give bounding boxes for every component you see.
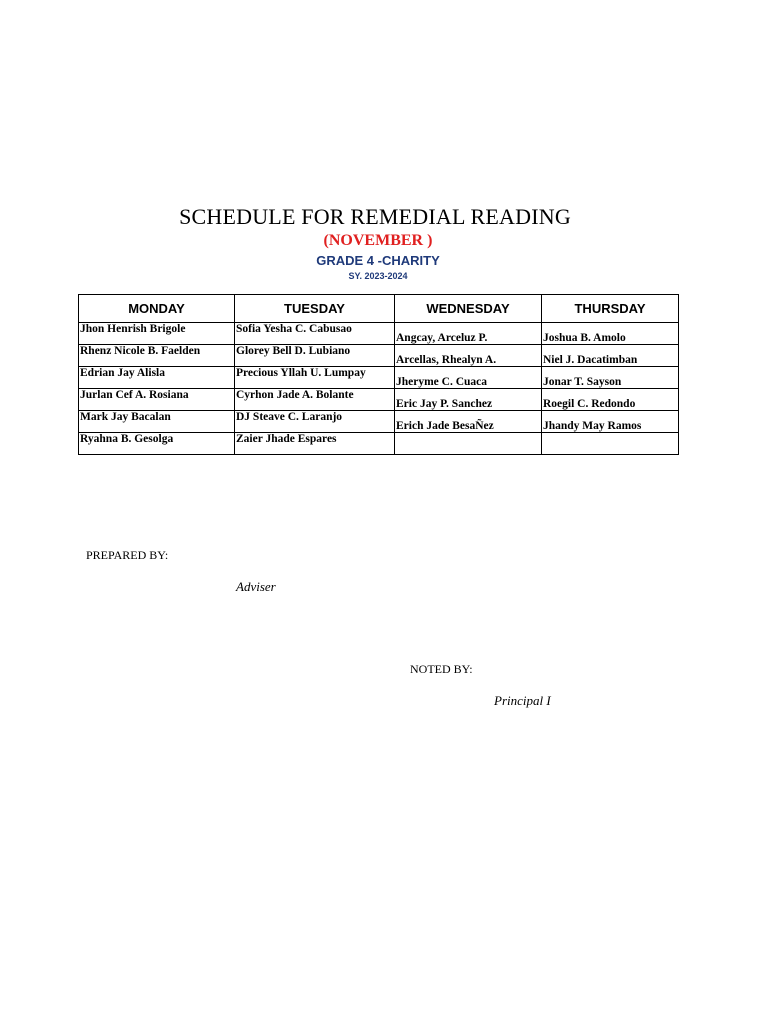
table-cell: Zaier Jhade Espares <box>235 433 395 455</box>
table-row <box>79 433 679 455</box>
table-cell: Glorey Bell D. Lubiano <box>235 345 395 367</box>
table-cell: Angcay, Arceluz P. <box>395 323 542 345</box>
table-cell: Sofia Yesha C. Cabusao <box>235 323 395 345</box>
month-label: (NOVEMBER ) <box>323 232 433 249</box>
table-cell <box>395 433 542 455</box>
table-row <box>79 345 679 367</box>
table-cell: Rhenz Nicole B. Faelden <box>79 345 235 367</box>
table-cell: Niel J. Dacatimban <box>542 345 679 367</box>
table-cell: Edrian Jay Alisla <box>79 367 235 389</box>
table-cell: Ryahna B. Gesolga <box>79 433 235 455</box>
table-cell: Jonar T. Sayson <box>542 367 679 389</box>
column-header-thursday: THURSDAY <box>542 295 679 323</box>
table-row <box>79 411 679 433</box>
table-cell: Erich Jade BesaÑez <box>395 411 542 433</box>
table-header-row <box>79 295 679 323</box>
column-header-wednesday: WEDNESDAY <box>395 295 542 323</box>
schedule-table <box>78 294 679 455</box>
table-row <box>79 323 679 345</box>
table-cell: Jhandy May Ramos <box>542 411 679 433</box>
table-cell: Arcellas, Rhealyn A. <box>395 345 542 367</box>
table-cell: Precious Yllah U. Lumpay <box>235 367 395 389</box>
school-year-label: SY. 2023-2024 <box>348 271 408 281</box>
column-header-tuesday: TUESDAY <box>235 295 395 323</box>
table-cell: Eric Jay P. Sanchez <box>395 389 542 411</box>
adviser-role: Adviser <box>236 579 276 594</box>
principal-role: Principal I <box>494 693 551 708</box>
table-cell: Jurlan Cef A. Rosiana <box>79 389 235 411</box>
table-cell <box>542 433 679 455</box>
noted-by-label: NOTED BY: <box>410 662 473 676</box>
table-cell: Jhon Henrish Brigole <box>79 323 235 345</box>
table-cell: Mark Jay Bacalan <box>79 411 235 433</box>
table-row <box>79 389 679 411</box>
table-cell: Joshua B. Amolo <box>542 323 679 345</box>
grade-section-label: GRADE 4 -CHARITY <box>316 253 440 268</box>
table-cell: Jheryme C. Cuaca <box>395 367 542 389</box>
table-cell: Roegil C. Redondo <box>542 389 679 411</box>
column-header-monday: MONDAY <box>79 295 235 323</box>
table-row <box>79 367 679 389</box>
prepared-by-label: PREPARED BY: <box>86 548 169 562</box>
table-cell: Cyrhon Jade A. Bolante <box>235 389 395 411</box>
table-cell: DJ Steave C. Laranjo <box>235 411 395 433</box>
document-title: SCHEDULE FOR REMEDIAL READING <box>179 204 571 229</box>
